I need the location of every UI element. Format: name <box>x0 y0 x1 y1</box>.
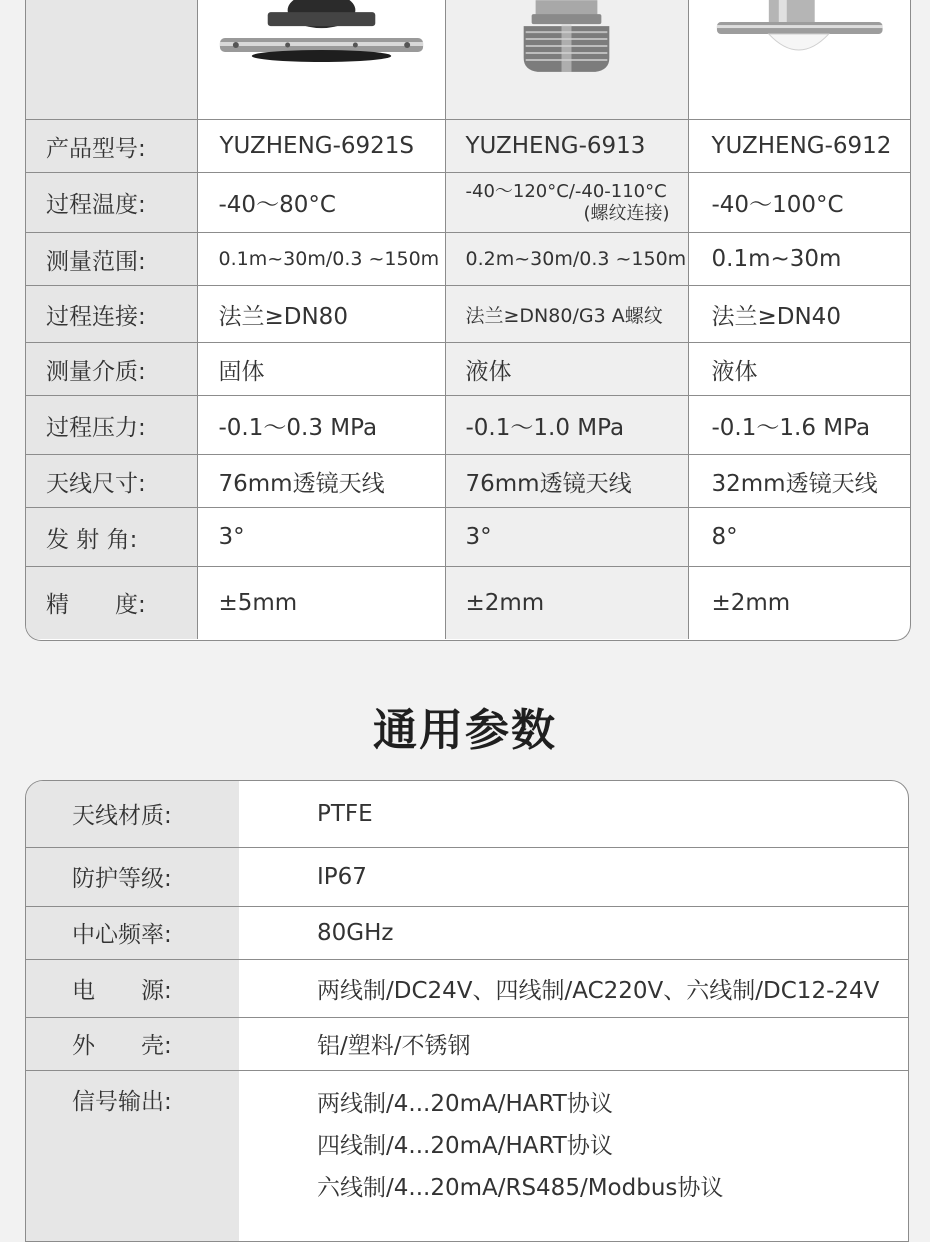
spec-row-antenna <box>26 455 910 508</box>
general-label: 外 壳: <box>26 1017 239 1070</box>
spec-value: YUZHENG-6913 <box>445 120 688 173</box>
spec-value: 3° <box>445 508 688 567</box>
general-label: 中心频率: <box>26 906 239 959</box>
spec-label: 天线尺寸: <box>26 455 197 508</box>
signal-output-list <box>239 1070 908 1241</box>
general-label: 电 源: <box>26 959 239 1017</box>
spec-value: 0.1m~30m/0.3 ~150m <box>197 233 445 286</box>
spec-value: 32mm透镜天线 <box>688 455 910 508</box>
general-row <box>26 781 908 847</box>
temp-line-1: -40～120°C/-40-110°C <box>465 180 667 202</box>
spec-value: 法兰≥DN40 <box>688 286 910 343</box>
spec-value: -0.1～1.6 MPa <box>688 396 910 455</box>
spec-value: -40～100°C <box>688 173 910 233</box>
spec-label: 发 射 角: <box>26 508 197 567</box>
spec-value: ±2mm <box>445 567 688 639</box>
spec-label: 精 度: <box>26 567 197 639</box>
general-label: 天线材质: <box>26 781 239 847</box>
general-row <box>26 959 908 1017</box>
spec-label: 过程压力: <box>26 396 197 455</box>
spec-value: YUZHENG-6921S <box>197 120 445 173</box>
spec-row-temperature <box>26 173 910 233</box>
spec-value: YUZHENG-6912 <box>688 120 910 173</box>
general-row <box>26 906 908 959</box>
spec-row-model <box>26 120 910 173</box>
product-image-6913 <box>445 0 688 120</box>
spec-row-pressure <box>26 396 910 455</box>
spec-value: -0.1～0.3 MPa <box>197 396 445 455</box>
spec-value: 液体 <box>688 343 910 396</box>
image-row-label-cell <box>26 0 197 120</box>
spec-label: 产品型号: <box>26 120 197 173</box>
spec-row-range <box>26 233 910 286</box>
product-image-6921s <box>197 0 445 120</box>
general-value: 两线制/DC24V、四线制/AC220V、六线制/DC12-24V <box>239 959 908 1017</box>
spec-value: 0.2m~30m/0.3 ~150m <box>445 233 688 286</box>
spec-value: 法兰≥DN80 <box>197 286 445 343</box>
spec-label: 过程连接: <box>26 286 197 343</box>
spec-value: -0.1～1.0 MPa <box>445 396 688 455</box>
signal-output-item: 六线制/4...20mA/RS485/Modbus协议 <box>317 1174 724 1201</box>
product-spec-table <box>25 0 911 641</box>
spec-value: 8° <box>688 508 910 567</box>
general-label: 防护等级: <box>26 847 239 906</box>
general-params-table <box>25 780 909 1242</box>
spec-value: 0.1m~30m <box>688 233 910 286</box>
spec-row-beam-angle <box>26 508 910 567</box>
temp-line-2: (螺纹连接) <box>583 202 670 224</box>
spec-value: -40～80°C <box>197 173 445 233</box>
spec-value: 法兰≥DN80/G3 A螺纹 <box>445 286 688 343</box>
signal-output-item: 四线制/4...20mA/HART协议 <box>317 1132 613 1159</box>
signal-output-item: 两线制/4...20mA/HART协议 <box>317 1090 613 1117</box>
general-value: 铝/塑料/不锈钢 <box>239 1017 908 1070</box>
general-label: 信号输出: <box>26 1070 239 1241</box>
spec-label: 过程温度: <box>26 173 197 233</box>
spec-row-medium <box>26 343 910 396</box>
general-value: PTFE <box>239 781 908 847</box>
general-value: 80GHz <box>239 906 908 959</box>
spec-label: 测量介质: <box>26 343 197 396</box>
general-row <box>26 847 908 906</box>
spec-row-connection <box>26 286 910 343</box>
spec-value-temperature-6913 <box>445 173 688 233</box>
general-row-signal-output <box>26 1070 908 1241</box>
spec-value: ±5mm <box>197 567 445 639</box>
spec-row-accuracy <box>26 567 910 639</box>
section-title: 通用参数 <box>373 705 557 756</box>
product-image-6912 <box>688 0 910 120</box>
spec-value: 固体 <box>197 343 445 396</box>
spec-value: 76mm透镜天线 <box>197 455 445 508</box>
spec-value: 液体 <box>445 343 688 396</box>
general-row <box>26 1017 908 1070</box>
spec-value: 3° <box>197 508 445 567</box>
spec-label: 测量范围: <box>26 233 197 286</box>
general-value: IP67 <box>239 847 908 906</box>
spec-value: 76mm透镜天线 <box>445 455 688 508</box>
spec-value: ±2mm <box>688 567 910 639</box>
